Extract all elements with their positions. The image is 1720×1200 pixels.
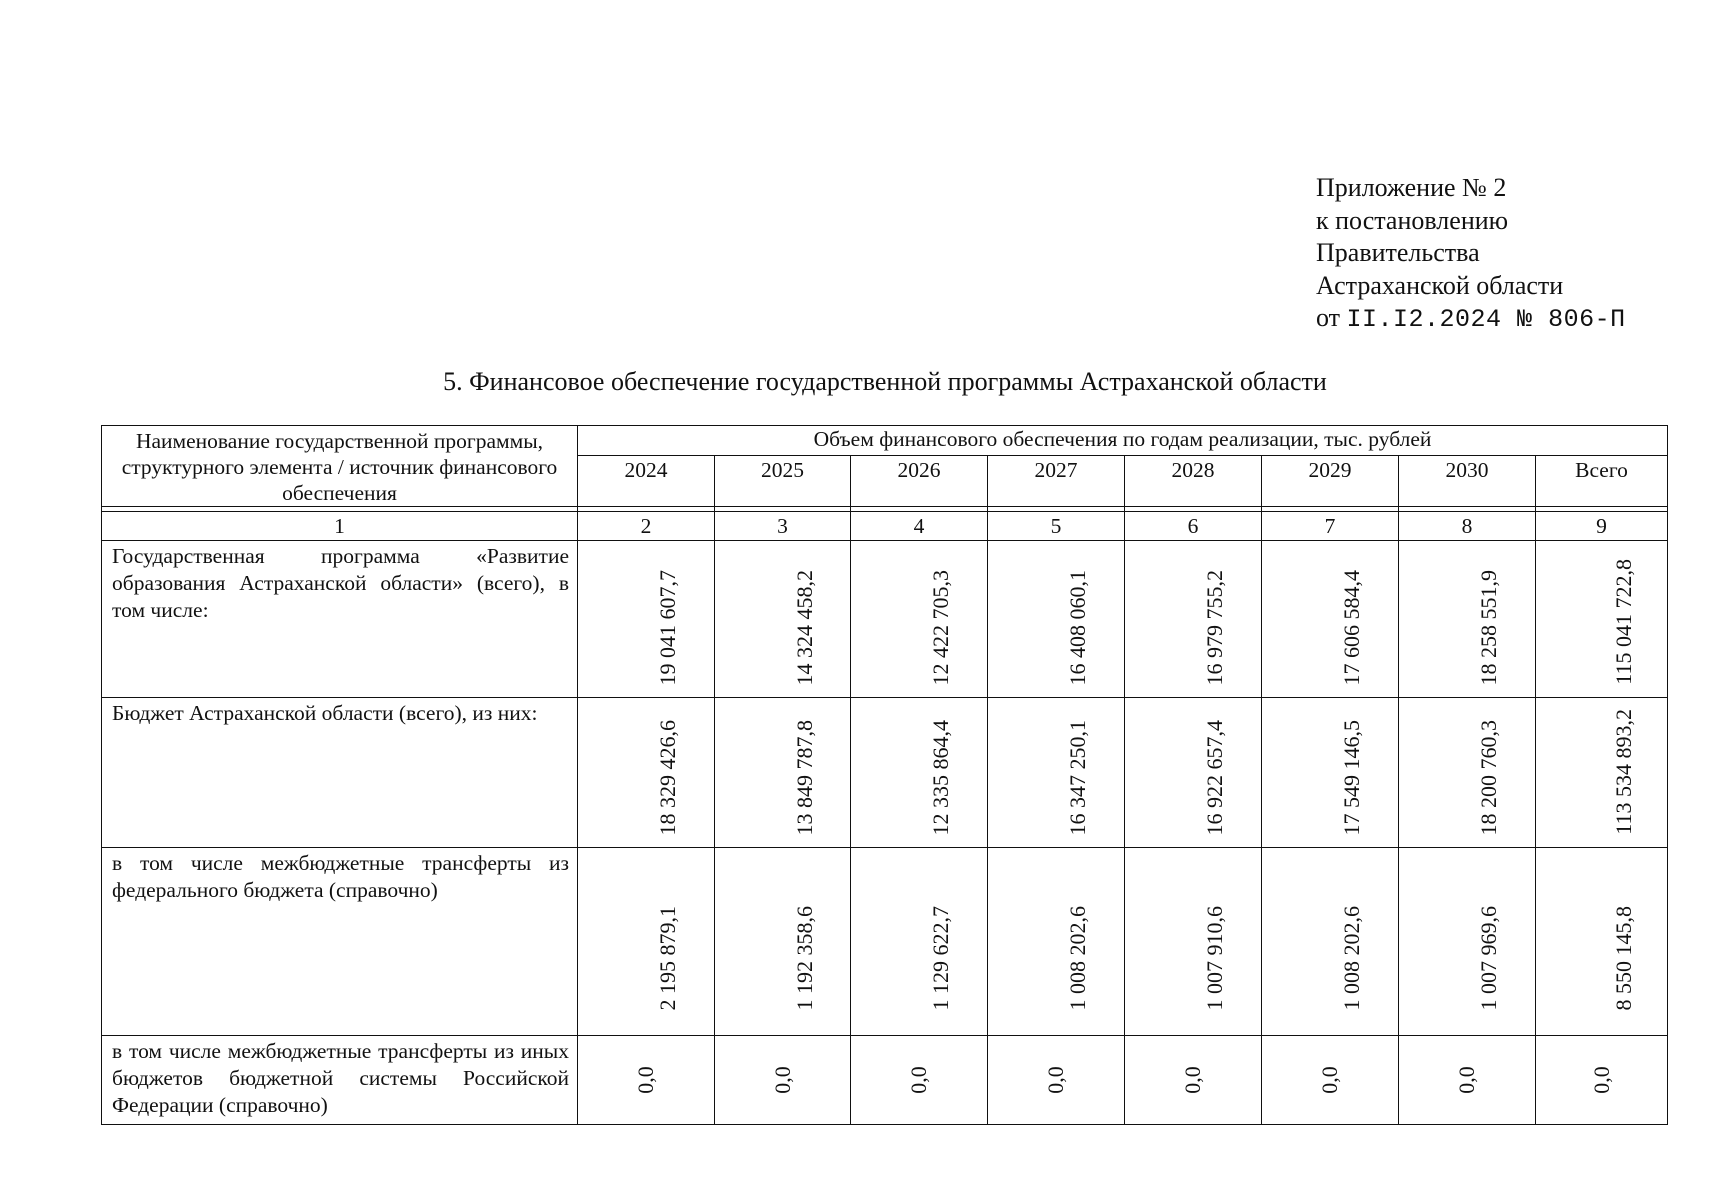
document-title: 5. Финансовое обеспечение государственной программы Астраханской области (443, 367, 1327, 396)
column-number: 4 (851, 512, 988, 541)
row-label: в том числе межбюджетные трансферты из федерального бюджета (справочно) (102, 848, 578, 1036)
row-value: 14 324 458,2 (791, 569, 817, 685)
table-row (102, 848, 1668, 1036)
row-value: 18 329 426,6 (655, 719, 680, 835)
row-value: 0,0 (1180, 1066, 1205, 1094)
appendix-line-1: Приложение № 2 (1316, 173, 1507, 202)
row-value: 8 550 145,8 (1610, 905, 1636, 1010)
row-value: 18 200 760,3 (1476, 719, 1501, 835)
row-value: 1 129 622,7 (928, 905, 953, 1010)
appendix-line-3: Правительства (1316, 238, 1480, 267)
row-value: 16 347 250,1 (1065, 719, 1090, 835)
row-value: 1 008 202,6 (1065, 905, 1090, 1010)
row-value: 0,0 (906, 1066, 931, 1094)
row-value: 16 979 755,2 (1202, 569, 1227, 685)
row-value: 17 606 584,4 (1339, 569, 1364, 685)
header-year-2029: 2029 (1262, 456, 1399, 507)
row-value: 0,0 (769, 1066, 795, 1094)
header-year-2030: 2030 (1399, 456, 1536, 507)
row-value: 0,0 (1043, 1066, 1068, 1094)
row-value: 16 922 657,4 (1202, 719, 1227, 835)
column-number: 5 (988, 512, 1125, 541)
column-number-row (102, 512, 1668, 541)
row-label: Бюджет Астраханской области (всего), из них: (102, 698, 578, 848)
appendix-from-label: от (1316, 303, 1341, 332)
header-total: Всего (1536, 456, 1668, 507)
appendix-date-line (1316, 302, 1626, 337)
column-number: 9 (1536, 512, 1668, 541)
row-value: 0,0 (1588, 1066, 1614, 1094)
row-value: 12 335 864,4 (928, 719, 953, 835)
appendix-block (1316, 172, 1626, 337)
column-number: 7 (1262, 512, 1399, 541)
column-number: 8 (1399, 512, 1536, 541)
row-value: 0,0 (633, 1066, 658, 1094)
row-value: 17 549 146,5 (1339, 719, 1364, 835)
header-name-cell (102, 426, 578, 507)
row-value: 115 041 722,8 (1610, 559, 1636, 685)
header-year-2027: 2027 (988, 456, 1125, 507)
appendix-line-2: к постановлению (1316, 205, 1509, 235)
row-value: 19 041 607,7 (655, 569, 680, 685)
appendix-line-4: Астраханской области (1316, 270, 1564, 300)
header-volume-cell (578, 426, 1668, 456)
header-name: Наименование государственной программы, структурного элемента / источник финансового обеспечения (121, 429, 558, 505)
row-value: 1 192 358,6 (791, 905, 817, 1010)
row-value: 18 258 551,9 (1476, 569, 1501, 685)
table-row (102, 541, 1668, 698)
table-row (102, 1036, 1668, 1125)
column-number: 1 (102, 512, 578, 541)
row-value: 16 408 060,1 (1065, 569, 1090, 685)
row-value: 1 007 969,6 (1476, 905, 1501, 1010)
appendix-date-number: II.I2.2024 № 806-П (1346, 305, 1626, 334)
header-year-2028: 2028 (1125, 456, 1262, 507)
row-value: 0,0 (1454, 1066, 1479, 1094)
header-year-2024: 2024 (578, 456, 715, 507)
header-volume: Объем финансового обеспечения по годам реализации, тыс. рублей (813, 427, 1432, 451)
column-number: 6 (1125, 512, 1262, 541)
row-value: 2 195 879,1 (655, 905, 680, 1010)
header-year-2025: 2025 (715, 456, 851, 507)
row-value: 113 534 893,2 (1610, 709, 1636, 835)
row-label: в том числе межбюджетные трансферты из иных бюджетов бюджетной системы Российской Федерации (справочно) (102, 1036, 578, 1125)
column-number: 3 (715, 512, 851, 541)
financing-table (101, 425, 1668, 1125)
table-row (102, 698, 1668, 848)
row-label: Государственная программа «Развитие образования Астраханской области» (всего), в том числе: (102, 541, 578, 698)
header-year-2026: 2026 (851, 456, 988, 507)
row-value: 13 849 787,8 (791, 719, 817, 835)
row-value: 0,0 (1317, 1066, 1342, 1094)
column-number: 2 (578, 512, 715, 541)
row-value: 1 007 910,6 (1202, 905, 1227, 1010)
row-value: 12 422 705,3 (928, 569, 953, 685)
row-value: 1 008 202,6 (1339, 905, 1364, 1010)
